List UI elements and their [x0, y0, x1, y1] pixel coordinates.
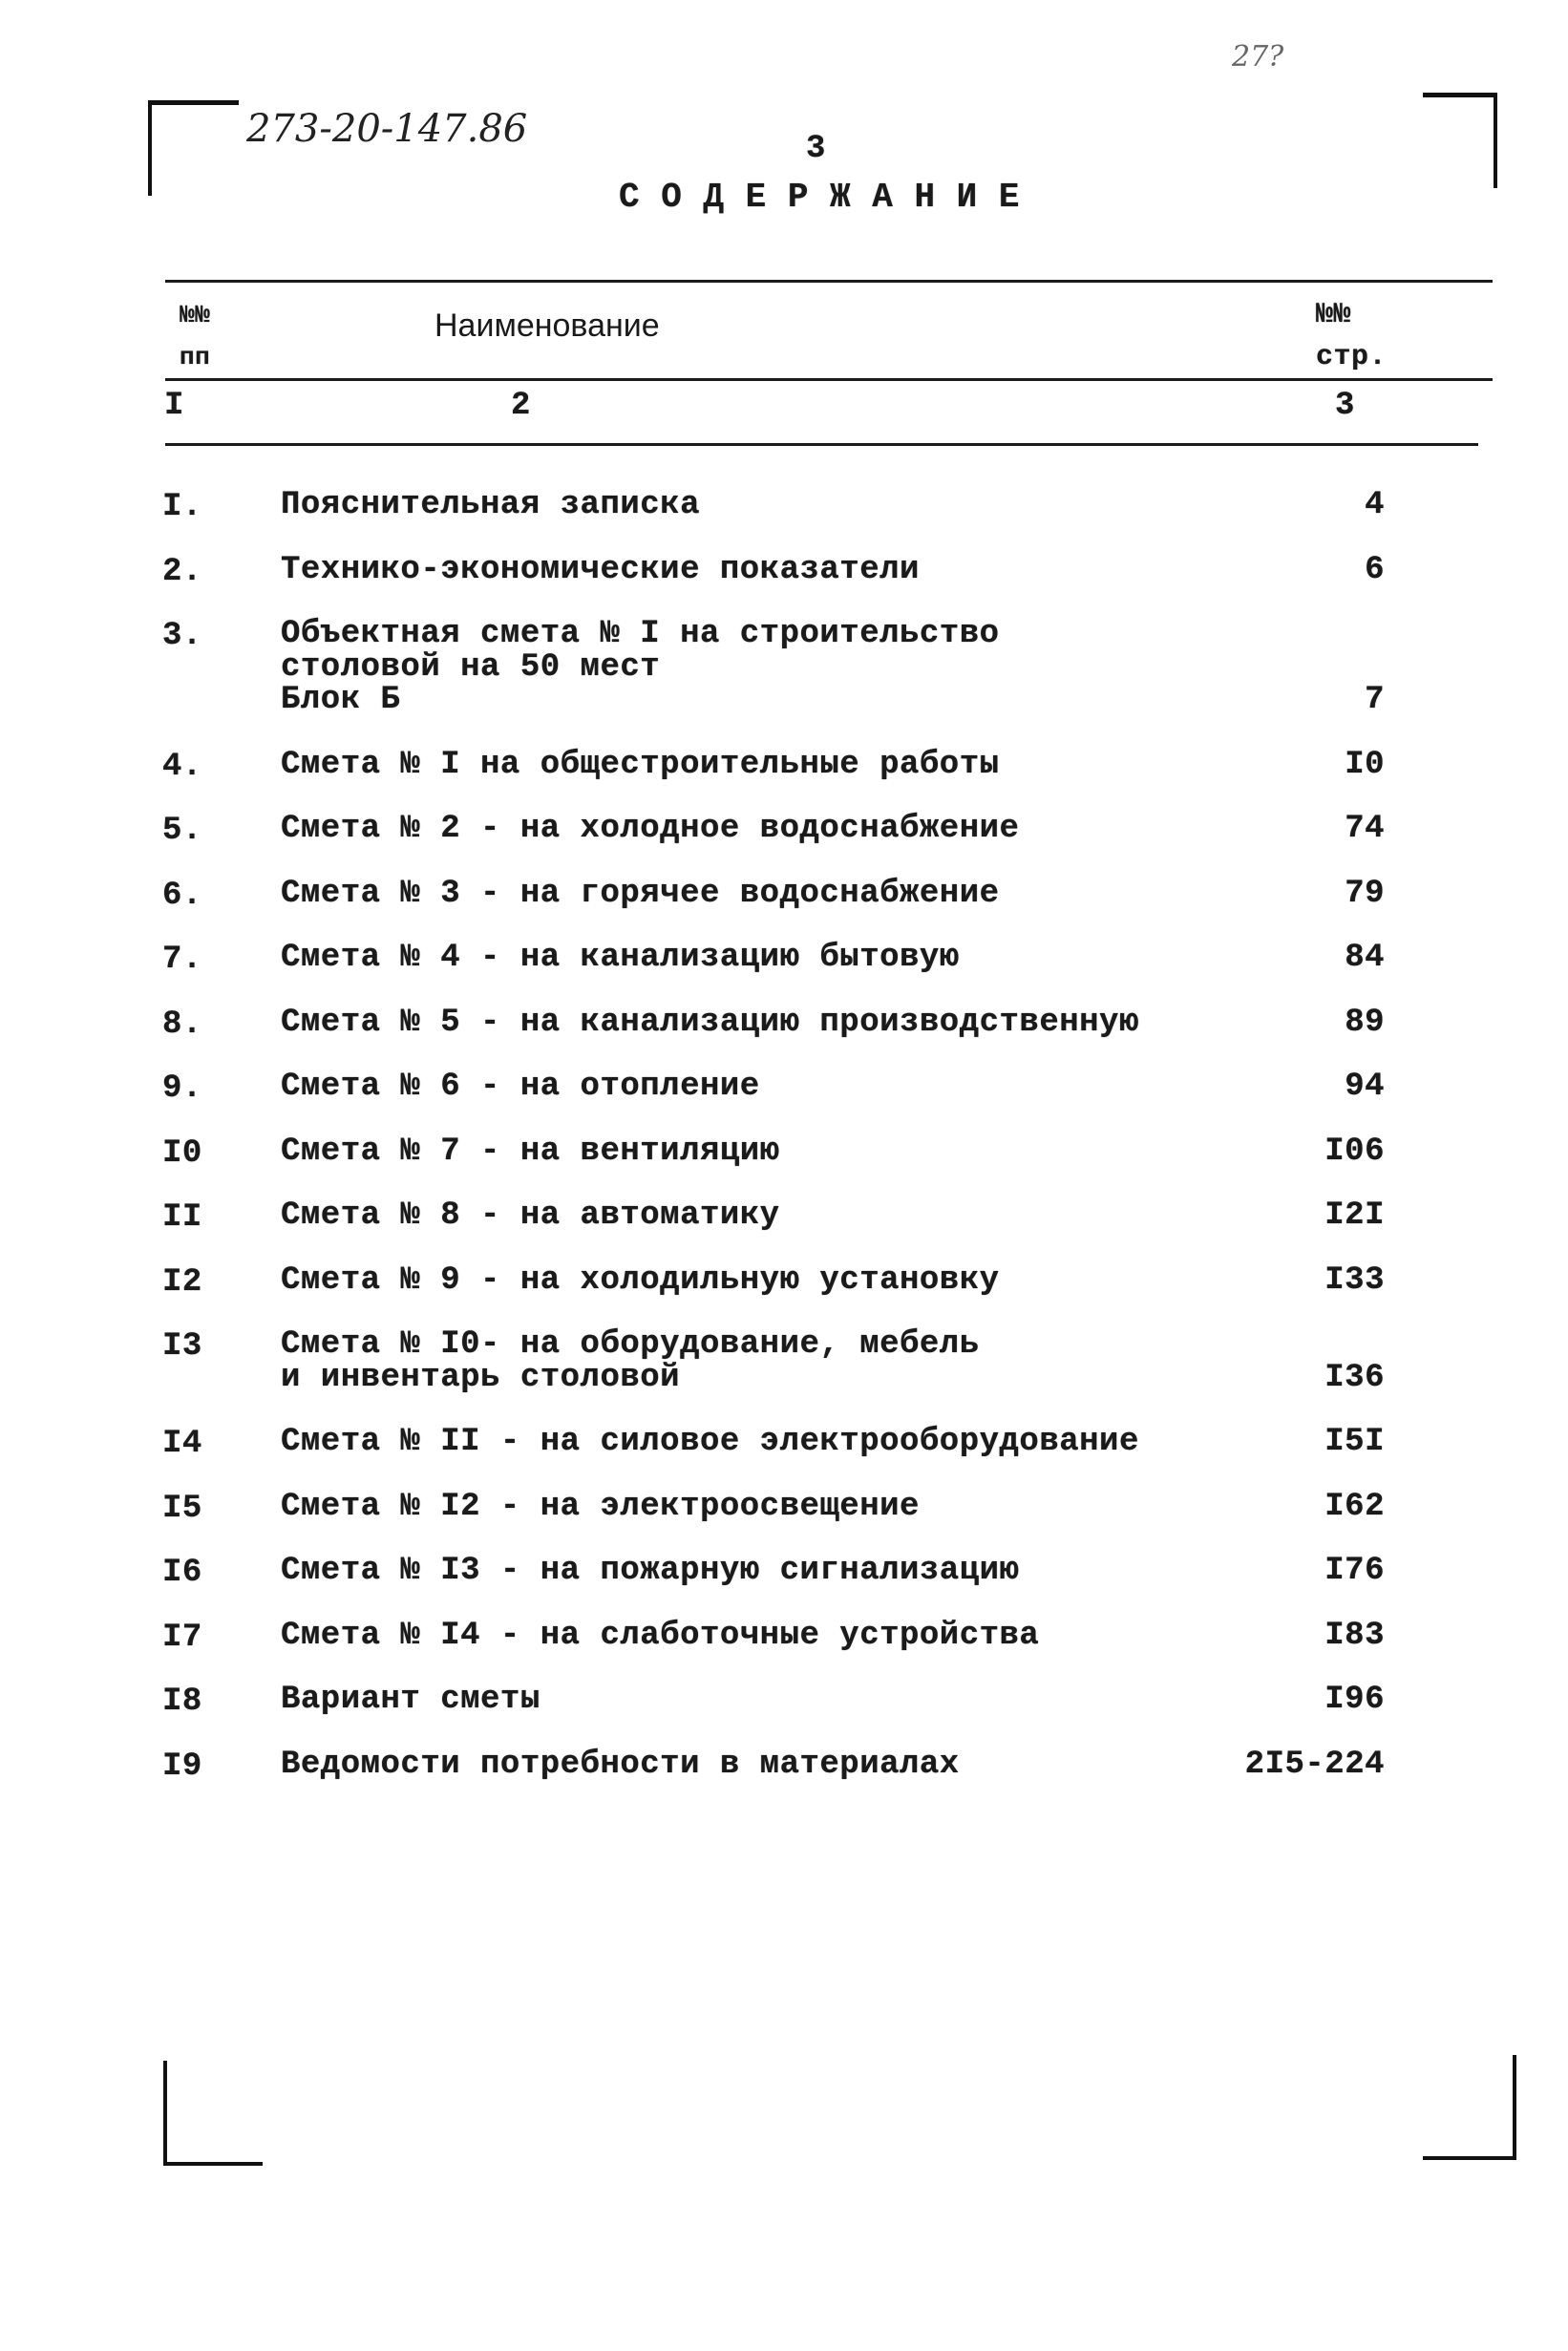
contents-row — [162, 813, 1385, 878]
contents-row — [162, 1070, 1385, 1135]
contents-row — [162, 942, 1385, 1006]
column-number-2: 2 — [511, 388, 531, 424]
row-page: I36 — [1324, 1359, 1385, 1396]
header-num-label — [180, 294, 210, 378]
row-page: I33 — [1324, 1261, 1385, 1299]
header-top-rule — [165, 280, 1493, 283]
row-page: I96 — [1324, 1682, 1385, 1718]
row-page: I76 — [1324, 1553, 1385, 1589]
row-title: Смета № I на общестроительные работы — [281, 746, 1000, 783]
row-title: Смета № 5 - на канализацию производственную — [281, 1004, 1139, 1041]
document-code: 273-20-147.86 — [246, 107, 528, 151]
header-name-label: Наименование — [434, 307, 660, 344]
contents-row — [162, 1684, 1385, 1748]
row-number: I4 — [162, 1426, 202, 1462]
row-number: 6. — [162, 877, 202, 914]
row-number: I7 — [162, 1619, 202, 1656]
header-num-line1: №№ — [180, 301, 211, 329]
corner-mark-top-left-v — [148, 102, 152, 196]
row-title: Смета № I2 - на электроосвещение — [281, 1488, 920, 1525]
row-number: I6 — [162, 1555, 202, 1591]
row-title: Смета № I4 - на слаботочные устройства — [281, 1617, 1040, 1654]
row-number: 5. — [162, 813, 202, 849]
row-title: Технико-экономические показатели — [281, 551, 920, 588]
row-page: I0 — [1345, 746, 1385, 783]
top-right-note: 27? — [1232, 40, 1284, 74]
page-title: С О Д Е Р Ж А Н И Е — [619, 178, 1020, 217]
header-num-line2: пп — [180, 343, 211, 371]
row-number: I2 — [162, 1263, 202, 1301]
row-title: Смета № 8 - на автоматику — [281, 1197, 780, 1234]
row-page: 89 — [1345, 1004, 1385, 1041]
corner-mark-bottom-left-h — [163, 2162, 263, 2166]
row-title: Смета № 4 - на канализацию бытовую — [281, 940, 960, 976]
row-number: 8. — [162, 1006, 202, 1043]
corner-mark-top-left-h — [148, 100, 239, 105]
row-page: I62 — [1324, 1488, 1385, 1525]
row-title: Смета № 2 - на холодное водоснабжение — [281, 811, 1020, 847]
row-page: 84 — [1345, 940, 1385, 976]
row-number: 9. — [162, 1070, 202, 1107]
row-number: 4. — [162, 748, 202, 785]
column-number-3: 3 — [1335, 388, 1355, 424]
row-number: I3 — [162, 1328, 202, 1365]
contents-row — [162, 1199, 1385, 1264]
row-number: 2. — [162, 553, 202, 590]
row-title: Ведомости потребности в материалах — [281, 1746, 960, 1783]
contents-list — [162, 489, 1385, 1812]
row-page: 7 — [1365, 682, 1385, 718]
row-number: I5 — [162, 1490, 202, 1527]
contents-row — [162, 618, 1385, 749]
page-number: 3 — [806, 131, 826, 167]
header-page-line1: №№ — [1316, 299, 1352, 331]
corner-mark-top-right-v — [1494, 93, 1497, 188]
contents-row — [162, 1006, 1385, 1071]
row-page: 94 — [1345, 1069, 1385, 1105]
row-number: 3. — [162, 618, 202, 654]
contents-row — [162, 746, 1385, 814]
row-number: I8 — [162, 1684, 202, 1720]
row-page: 4 — [1365, 487, 1385, 523]
row-title: Смета № I3 - на пожарную сигнализацию — [281, 1553, 1020, 1589]
contents-row — [162, 875, 1385, 943]
corner-mark-bottom-right-h — [1423, 2156, 1516, 2160]
row-page: I2I — [1324, 1197, 1385, 1234]
contents-row — [162, 1488, 1385, 1556]
contents-row — [162, 489, 1385, 554]
header-bottom-rule — [165, 443, 1478, 446]
row-title: Смета № I0- на оборудование, мебель и инвентарь столовой — [281, 1326, 980, 1396]
row-title: Вариант сметы — [281, 1682, 540, 1718]
row-number: I. — [162, 489, 202, 525]
row-title: Смета № II - на силовое электрооборудование — [281, 1424, 1139, 1460]
contents-row — [162, 1748, 1385, 1813]
row-title: Смета № 6 - на отопление — [281, 1069, 760, 1105]
contents-row — [162, 1261, 1385, 1329]
corner-mark-bottom-right-v — [1513, 2055, 1516, 2160]
row-page: I5I — [1324, 1424, 1385, 1460]
row-title: Смета № 7 - на вентиляцию — [281, 1133, 780, 1170]
row-title: Смета № 9 - на холодильную установку — [281, 1261, 1000, 1299]
row-title: Пояснительная записка — [281, 487, 700, 523]
contents-row — [162, 1426, 1385, 1491]
contents-row — [162, 1555, 1385, 1620]
row-page: 74 — [1345, 811, 1385, 847]
contents-row — [162, 1135, 1385, 1200]
row-number: 7. — [162, 942, 202, 978]
row-title: Смета № 3 - на горячее водоснабжение — [281, 875, 1000, 912]
row-page: I06 — [1324, 1133, 1385, 1170]
header-page-line2: стр. — [1316, 341, 1388, 373]
row-number: I9 — [162, 1747, 202, 1785]
row-page: 6 — [1365, 551, 1385, 588]
contents-row — [162, 551, 1385, 619]
row-title: Объектная смета № I на строительство столовой на 50 мест Блок Б — [281, 616, 1000, 718]
row-page: 2I5-224 — [1244, 1746, 1385, 1783]
row-page: I83 — [1324, 1617, 1385, 1654]
header-page-label — [1316, 294, 1387, 378]
contents-row — [162, 1328, 1385, 1426]
contents-row — [162, 1617, 1385, 1684]
row-page: 79 — [1345, 875, 1385, 912]
corner-mark-top-right-h — [1423, 93, 1497, 97]
row-number: I0 — [162, 1134, 202, 1172]
column-number-1: I — [164, 388, 184, 424]
row-number: II — [162, 1199, 202, 1236]
header-mid-rule — [165, 378, 1493, 381]
corner-mark-bottom-left-v — [163, 2061, 167, 2166]
